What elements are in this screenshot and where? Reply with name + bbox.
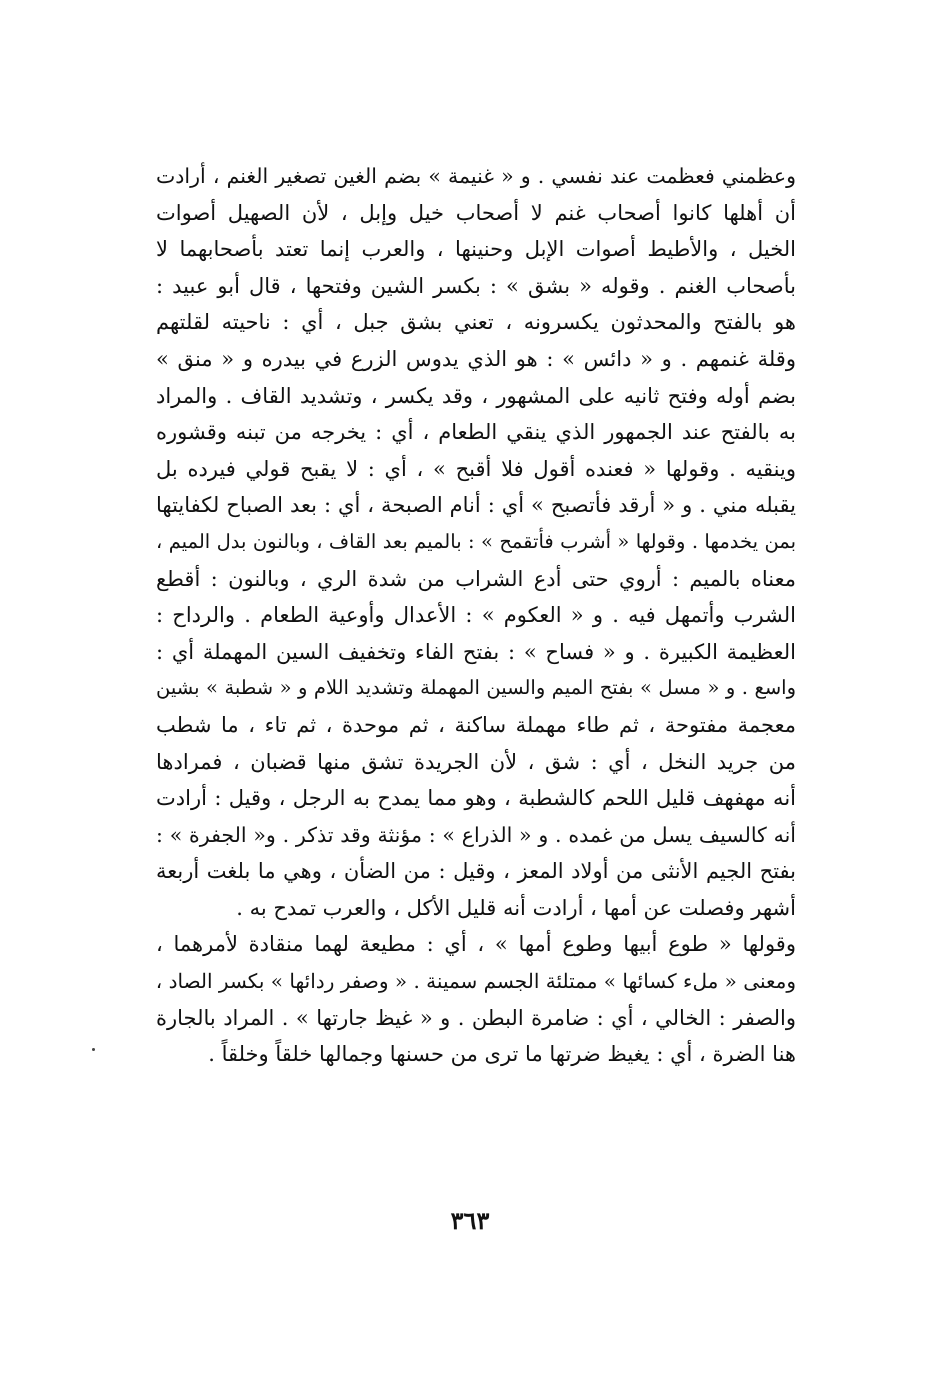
text-line: به بالفتح عند الجمهور الذي ينقي الطعام ، أي : يخرجه من تبنه وقشوره [156, 420, 796, 445]
text-line: أن أهلها كانوا أصحاب غنم لا أصحاب خيل وإبل ، لأن الصهيل أصوات [156, 200, 796, 225]
text-line: وينقيه . وقولها « فعنده أقول فلا أقبح » ، أي : لا يقبح قولي فيرده بل [156, 456, 796, 481]
text-line: من جريد النخل ، أي : شق ، لأن الجريدة تشق منها قضبان ، فمرادها [156, 749, 796, 774]
text-line: هو بالفتح والمحدثون يكسرونه ، تعني بشق جبل ، أي : ناحيته لقلتهم [156, 310, 796, 335]
text-line: والصفر : الخالي ، أي : ضامرة البطن . و « غيظ جارتها » . المراد بالجارة [156, 1005, 796, 1030]
page-number: ٣٦٣ [450, 1206, 490, 1235]
text-line: الخيل ، والأطيط أصوات الإبل وحنينها ، والعرب إنما تعتد بأصحابهما لا [156, 237, 796, 262]
text-line: بأصحاب الغنم . وقوله « بشق » : بكسر الشين وفتحها ، قال أبو عبيد : [156, 273, 796, 298]
text-line: ومعنى « ملء كسائها » ممتلئة الجسم سمينة . « وصفر ردائها » بكسر الصاد ، [156, 969, 796, 994]
text-line: أشهر وفصلت عن أمها ، أرادت أنه قليل الأكل ، والعرب تمدح به . [236, 895, 796, 920]
text-line: معناه بالميم : أروي حتى أدع الشراب من شدة الري ، وبالنون : أقطع [156, 566, 796, 591]
text-line: يقبله مني . و « أرقد فأتصبح » أي : أنام الصبحة ، أي : بعد الصباح لكفايتها [156, 493, 796, 518]
text-line: وقولها « طوع أبيها وطوع أمها » ، أي : مطيعة لهما منقادة لأمرهما ، [156, 932, 796, 957]
text-line: معجمة مفتوحة ، ثم طاء مهملة ساكنة ، ثم موحدة ، ثم تاء ، ما شطب [156, 712, 796, 737]
text-line: وعظمني فعظمت عند نفسي . و « غنيمة » بضم الغين تصغير الغنم ، أرادت [156, 164, 796, 188]
text-line: العظيمة الكبيرة . و « فساح » : بفتح الفاء وتخفيف السين المهملة أي : [156, 639, 796, 664]
text-line: بفتح الجيم الأنثى من أولاد المعز ، وقيل : من الضأن ، وهي ما بلغت أربعة [156, 859, 796, 884]
body-text [156, 158, 796, 1073]
text-line: بمن يخدمها . وقولها « أشرب فأتقمح » : بالميم بعد القاف ، وبالنون بدل الميم ، [156, 529, 796, 553]
scan-speck [92, 1048, 95, 1051]
text-line: الشرب وأتمهل فيه . و « العكوم » : الأعدال وأوعية الطعام . والرداح : [156, 603, 796, 628]
text-line: بضم أوله وفتح ثانيه على المشهور ، وقد يكسر ، وتشديد القاف . والمراد [156, 383, 796, 408]
text-line: أنه كالسيف يسل من غمده . و « الذراع » : مؤنثة وقد تذكر . و« الجفرة » : [156, 822, 796, 847]
text-line: هنا الضرة ، أي : يغيظ ضرتها ما ترى من حسنها وجمالها خلقاً وخلقاً . [208, 1042, 796, 1067]
text-line: واسع . و « مسل » بفتح الميم والسين المهملة وتشديد اللام و « شطبة » بشين [156, 676, 796, 700]
text-line: أنه مهفهف قليل اللحم كالشطبة ، وهو مما يمدح به الرجل ، وقيل : أرادت [156, 786, 796, 811]
text-line: وقلة غنمهم . و « دائس » : هو الذي يدوس الزرع في بيدره و « منق » [156, 346, 796, 371]
